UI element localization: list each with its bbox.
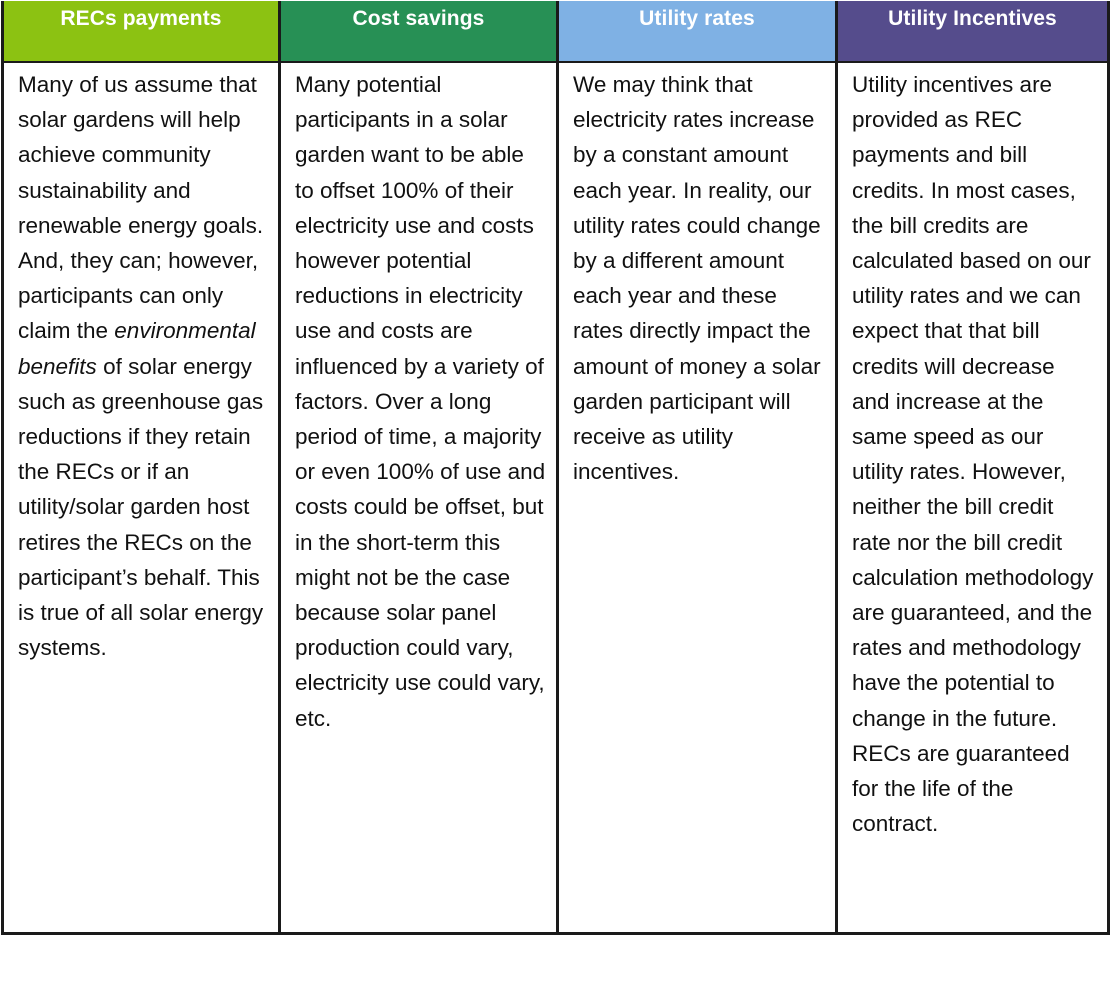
header-utility-incentives: Utility Incentives — [838, 1, 1107, 63]
cell-text: of solar energy such as greenhouse gas reductions if they retain the RECs or if an utility/solar garden host retires the RECs on the participant’s behalf. This is true of all solar energy systems. — [18, 353, 264, 661]
comparison-table — [1, 1, 1110, 935]
cell-cost-savings: Many potential participants in a solar garden want to be able to offset 100% of their electricity use and costs however potential reductions in electricity use and costs are influenced by a variety of factors. Over a long period of time, a majority or even 100% of use and costs could be offset, but in the short-term this might not be the case because solar panel production could vary, electricity use could vary, etc. — [295, 72, 546, 731]
column-cost-savings — [281, 1, 559, 932]
column-recs-payments — [4, 1, 281, 932]
cell-utility-rates: We may think that electricity rates increase by a constant amount each year. In reality, our utility rates could change by a different amount each year and these rates directly impact the amount of money a solar garden participant will receive as utility incentives. — [573, 72, 821, 485]
header-recs-payments: RECs payments — [4, 1, 278, 63]
cell-text: Many of us assume that solar gardens will help achieve community sustainability and renewable energy goals. And, they can; however, participants can only claim the — [18, 72, 264, 344]
cell-text-emphasis: environmental benefits — [18, 318, 256, 379]
header-cost-savings: Cost savings — [281, 1, 556, 63]
header-utility-rates: Utility rates — [559, 1, 835, 63]
column-utility-incentives — [838, 1, 1110, 932]
cell-recs-payments — [4, 63, 278, 932]
cell-utility-incentives: Utility incentives are provided as REC payments and bill credits. In most cases, the bill credits are calculated based on our utility rates and we can expect that that bill credits will decrease and increase at the same speed as our utility rates. However, neither the bill credit rate nor the bill credit calculation methodology are guaranteed, and the rates and methodology have the potential to change in the future. RECs are guaranteed for the life of the contract. — [852, 72, 1094, 837]
column-utility-rates — [559, 1, 838, 932]
